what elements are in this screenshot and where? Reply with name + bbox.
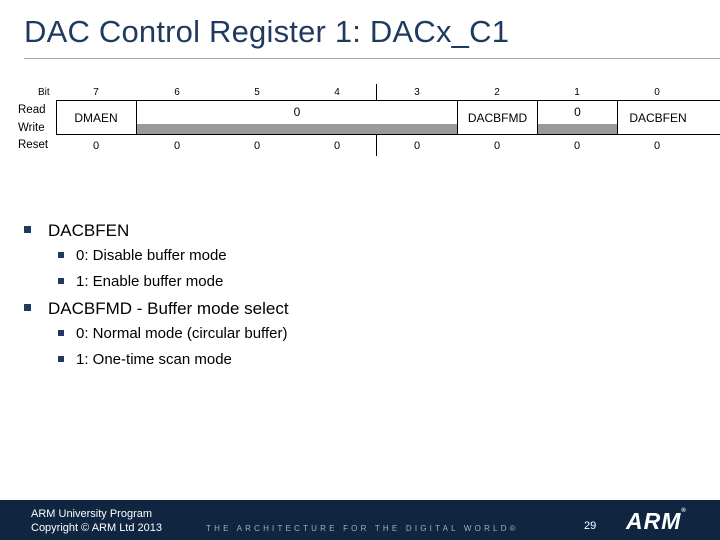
reset-value: 0 <box>173 140 181 152</box>
reset-value: 0 <box>493 140 501 152</box>
arm-logo: ARM® <box>626 508 687 534</box>
footer-program: ARM University Program <box>31 508 153 520</box>
sub-bullet-text: 1: One-time scan mode <box>76 351 232 368</box>
bit-number: 3 <box>414 87 420 98</box>
page-title: DAC Control Register 1: DACx_C1 <box>24 14 510 49</box>
row-label-reset: Reset <box>18 139 49 151</box>
bullet-marker-icon <box>58 356 64 362</box>
title-divider <box>24 58 720 59</box>
bullet-text: DACBFMD - Buffer mode select <box>48 299 289 318</box>
register-mid-divider <box>376 134 377 156</box>
reserved-write-area <box>137 124 457 134</box>
field-dmaen: DMAEN <box>74 111 118 125</box>
sub-bullet-text: 0: Disable buffer mode <box>76 247 227 264</box>
bit-number: 1 <box>574 87 580 98</box>
reset-value: 0 <box>333 140 341 152</box>
bit-number: 4 <box>334 87 340 98</box>
bit-number: 0 <box>654 87 660 98</box>
register-diagram <box>0 80 720 160</box>
field-reserved-read: 0 <box>293 105 301 119</box>
reset-value: 0 <box>653 140 661 152</box>
bullet-marker-icon <box>24 226 31 233</box>
sub-bullet-text: 1: Enable buffer mode <box>76 273 224 290</box>
register-bottom-border <box>56 134 720 135</box>
logo-text: ARM <box>626 508 682 534</box>
footer-tagline: THE ARCHITECTURE FOR THE DIGITAL WORLD® <box>206 524 519 533</box>
field-dacbfen: DACBFEN <box>629 111 687 125</box>
bit-number: 2 <box>494 87 500 98</box>
field-reserved-read: 0 <box>574 105 581 119</box>
bit-number: 6 <box>174 87 180 98</box>
sub-bullet-text: 0: Normal mode (circular buffer) <box>76 325 288 342</box>
bit-number: 5 <box>254 87 260 98</box>
footer-copyright: Copyright © ARM Ltd 2013 <box>31 522 163 534</box>
bullet-marker-icon <box>58 278 64 284</box>
row-label-write: Write <box>18 122 45 134</box>
reset-value: 0 <box>573 140 581 152</box>
reserved-write-area <box>538 124 617 134</box>
bullet-text: DACBFEN <box>48 221 130 240</box>
reset-value: 0 <box>92 140 100 152</box>
bullet-marker-icon <box>24 304 31 311</box>
bullet-marker-icon <box>58 330 64 336</box>
bullet-marker-icon <box>58 252 64 258</box>
field-dacbfmd: DACBFMD <box>467 111 528 125</box>
row-label-bit: Bit <box>38 87 50 98</box>
register-top-border <box>56 100 720 101</box>
footer-bar <box>0 500 720 540</box>
register-mid-divider <box>376 84 377 100</box>
row-label-read: Read <box>18 104 46 116</box>
bit-number: 7 <box>93 87 99 98</box>
reset-value: 0 <box>253 140 261 152</box>
page-number: 29 <box>584 520 597 532</box>
reset-value: 0 <box>413 140 421 152</box>
